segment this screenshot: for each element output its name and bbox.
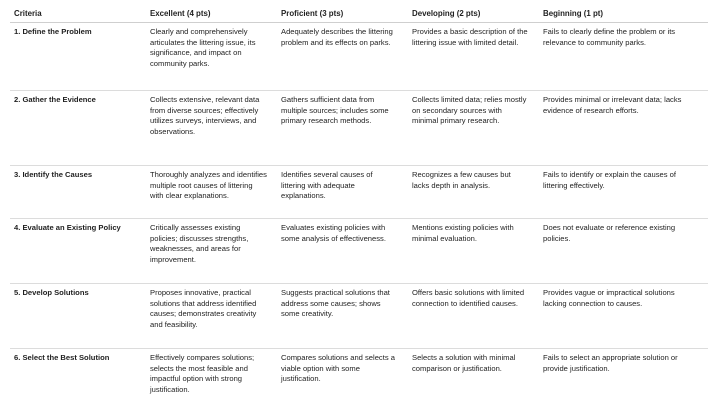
header-beginning: Beginning (1 pt) [539,6,708,23]
table-row [10,284,708,349]
proficient-cell: Compares solutions and selects a viable option with some justification. [277,349,408,413]
header-developing: Developing (2 pts) [408,6,539,23]
rubric-table [10,6,708,413]
beginning-cell: Fails to clearly define the problem or its relevance to community parks. [539,23,708,91]
excellent-cell: Clearly and comprehensively articulates the littering issue, its significance, and impact on community parks. [146,23,277,91]
criterion-cell: 2. Gather the Evidence [10,91,146,166]
header-row [10,6,708,23]
table-row [10,166,708,219]
developing-cell: Mentions existing policies with minimal evaluation. [408,219,539,284]
proficient-cell: Adequately describes the littering problem and its effects on parks. [277,23,408,91]
developing-cell: Provides a basic description of the littering issue with limited detail. [408,23,539,91]
excellent-cell: Thoroughly analyzes and identifies multiple root causes of littering with clear explanations. [146,166,277,219]
beginning-cell: Provides vague or impractical solutions lacking connection to causes. [539,284,708,349]
developing-cell: Offers basic solutions with limited connection to identified causes. [408,284,539,349]
excellent-cell: Effectively compares solutions; selects the most feasible and impactful option with strong justification. [146,349,277,413]
developing-cell: Selects a solution with minimal comparison or justification. [408,349,539,413]
proficient-cell: Gathers sufficient data from multiple sources; includes some primary research methods. [277,91,408,166]
beginning-cell: Does not evaluate or reference existing policies. [539,219,708,284]
rubric-body [10,23,708,413]
proficient-cell: Evaluates existing policies with some analysis of effectiveness. [277,219,408,284]
table-row [10,349,708,413]
beginning-cell: Fails to select an appropriate solution or provide justification. [539,349,708,413]
developing-cell: Recognizes a few causes but lacks depth in analysis. [408,166,539,219]
header-excellent: Excellent (4 pts) [146,6,277,23]
proficient-cell: Identifies several causes of littering with adequate explanations. [277,166,408,219]
rubric-header [10,6,708,23]
developing-cell: Collects limited data; relies mostly on secondary sources with minimal primary research. [408,91,539,166]
excellent-cell: Critically assesses existing policies; discusses strengths, weaknesses, and areas for improvement. [146,219,277,284]
header-proficient: Proficient (3 pts) [277,6,408,23]
excellent-cell: Collects extensive, relevant data from diverse sources; effectively utilizes surveys, interviews, and observations. [146,91,277,166]
beginning-cell: Fails to identify or explain the causes of littering effectively. [539,166,708,219]
table-row [10,91,708,166]
criterion-cell: 4. Evaluate an Existing Policy [10,219,146,284]
criterion-cell: 5. Develop Solutions [10,284,146,349]
excellent-cell: Proposes innovative, practical solutions that address identified causes; demonstrates creativity and feasibility. [146,284,277,349]
proficient-cell: Suggests practical solutions that address some causes; shows some creativity. [277,284,408,349]
criterion-cell: 1. Define the Problem [10,23,146,91]
beginning-cell: Provides minimal or irrelevant data; lacks evidence of research efforts. [539,91,708,166]
header-criteria: Criteria [10,6,146,23]
table-row [10,23,708,91]
criterion-cell: 3. Identify the Causes [10,166,146,219]
table-row [10,219,708,284]
criterion-cell: 6. Select the Best Solution [10,349,146,413]
